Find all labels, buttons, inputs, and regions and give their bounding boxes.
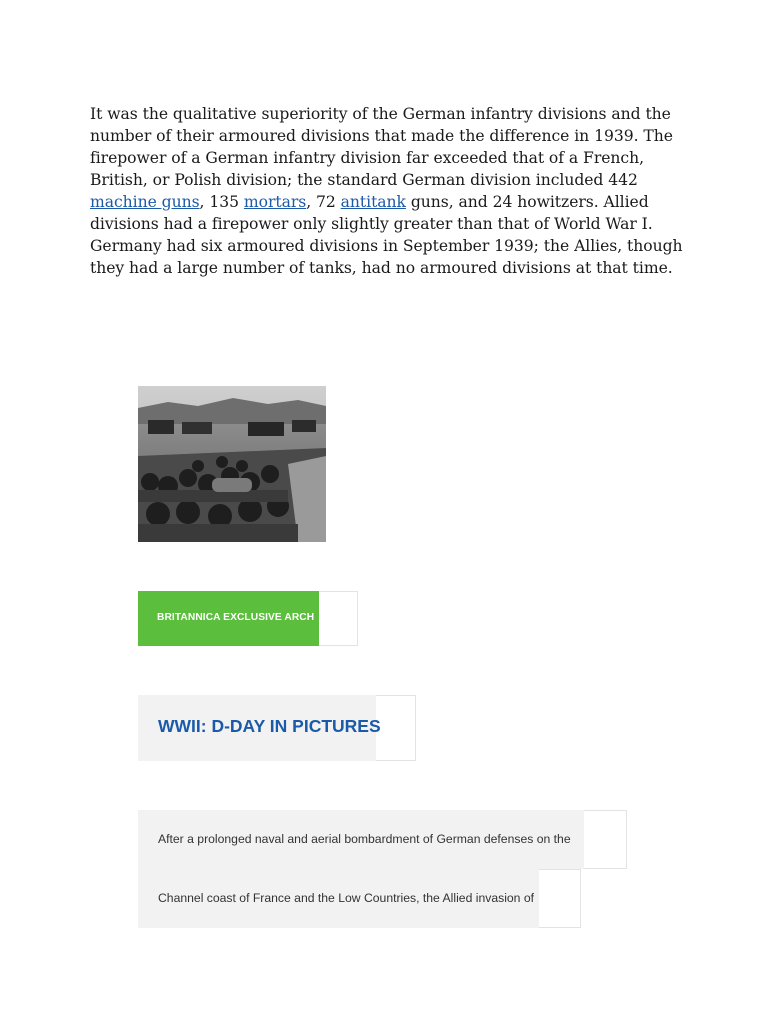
caption-line-1-box [138, 810, 627, 869]
paragraph-text-1: It was the qualitative superiority of the German infantry divisions and the number of their armoured divisions that made the difference in 1939. The firepower of a German infantry division far exceeded that of a French, British, or Polish division; the standard German division included 442 [90, 105, 673, 189]
caption-line-2-box [138, 869, 581, 928]
paragraph-text-4: guns, and 24 howitzers. Allied divisions had a firepower only slightly greater than that of World War I. Germany had six armoured divisions in September 1939; the Allies, though they had a large number of tanks, had no armoured divisions at that time. [90, 193, 683, 277]
mortars-link[interactable]: mortars [243, 193, 307, 211]
tag-label: BRITANNICA EXCLUSIVE ARCH [157, 612, 315, 623]
antitank-link[interactable]: antitank [340, 193, 406, 211]
caption-line-2: Channel coast of France and the Low Countries, the Allied invasion of [158, 891, 535, 905]
britannica-exclusive-tag[interactable] [138, 591, 358, 646]
paragraph-text-3: , 72 [306, 193, 341, 211]
caption-line-1: After a prolonged naval and aerial bombardment of German defenses on the [158, 832, 571, 846]
paragraph-text-2: , 135 [199, 193, 244, 211]
gallery-title: WWII: D-DAY IN PICTURES [158, 716, 381, 736]
gallery-title-box[interactable] [138, 695, 416, 761]
tag-green-panel [138, 591, 319, 646]
photo-illustration [138, 386, 326, 542]
machine-guns-link[interactable]: machine guns [90, 193, 200, 211]
d-day-landing-photo[interactable] [138, 386, 326, 542]
article-paragraph [90, 103, 690, 279]
